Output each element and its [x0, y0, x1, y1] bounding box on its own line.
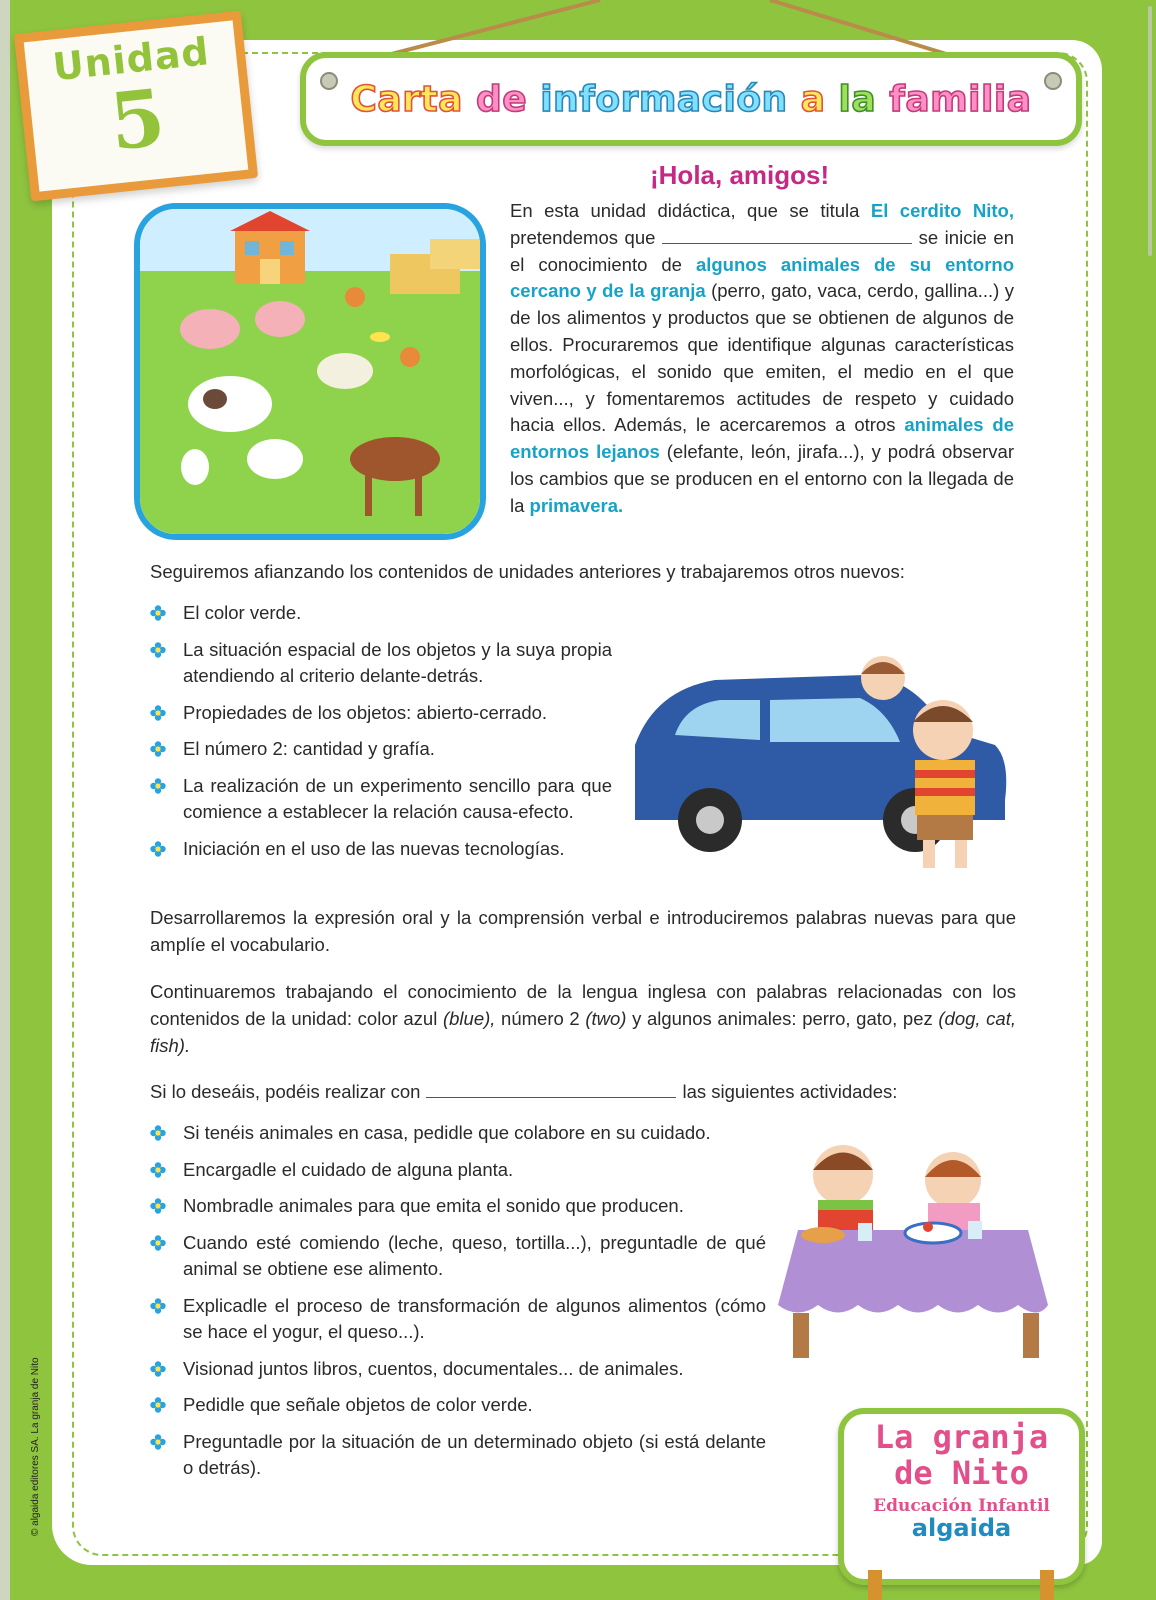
list-item: El color verde.: [150, 600, 612, 627]
list-item: Iniciación en el uso de las nuevas tecnologías.: [150, 836, 612, 863]
list-item: La situación espacial de los objetos y la suya propia atendiendo al criterio delante-detrás.: [150, 637, 612, 690]
page-title: [350, 79, 1031, 120]
intro-text: (elefante, león, jirafa...), y podrá observar los cambios que se producen en el entorno con la llegada de la: [510, 441, 1015, 516]
list-item: Pedidle que señale objetos de color verde.: [150, 1392, 766, 1419]
flower-bullet-icon: [150, 1397, 166, 1413]
unit-board: [14, 11, 258, 202]
highlight-text: animales de entornos lejanos: [510, 414, 1015, 463]
flower-bullet-icon: [150, 1298, 166, 1314]
flower-bullet-icon: [150, 1434, 166, 1450]
flower-bullet-icon: [150, 605, 166, 621]
list-item: Preguntadle por la situación de un determinado objeto (si está delante o detrás).: [150, 1429, 766, 1482]
intro-text: pretendemos que: [510, 226, 662, 248]
flower-bullet-icon: [150, 1198, 166, 1214]
sign-post: [1040, 1570, 1054, 1600]
flower-bullet-icon: [150, 1361, 166, 1377]
flower-bullet-icon: [150, 1125, 166, 1141]
contents-list: [150, 600, 612, 872]
unit-number: 5: [105, 72, 170, 169]
intro-text: En esta unidad didáctica, que se titula: [510, 200, 871, 221]
list-item: La realización de un experimento sencillo para que comience a establecer la relación causa-efecto.: [150, 773, 612, 826]
list-item: Si tenéis animales en casa, pedidle que colabore en su cuidado.: [150, 1120, 766, 1147]
fill-in-blank[interactable]: [426, 1083, 676, 1098]
list-item: El número 2: cantidad y grafía.: [150, 736, 612, 763]
english-paragraph: Continuaremos trabajando el conocimiento de la lengua inglesa con palabras relacionadas con los contenidos de la unidad: color azul (blue), número 2 (two) y algunos animales: perro, gato, pez (dog, cat, fish).: [150, 981, 1017, 1056]
list-item: Visionad juntos libros, cuentos, documentales... de animales.: [150, 1356, 766, 1383]
list-item: Nombradle animales para que emita el sonido que producen.: [150, 1193, 766, 1220]
title-word: la: [838, 78, 890, 120]
title-word: información: [540, 78, 801, 120]
unit-label: Unidad: [50, 29, 212, 90]
title-word: a: [800, 78, 839, 120]
flower-bullet-icon: [150, 841, 166, 857]
list-item: Propiedades de los objetos: abierto-cerrado.: [150, 700, 612, 727]
flower-bullet-icon: [150, 642, 166, 658]
flower-bullet-icon: [150, 741, 166, 757]
list-item: Encargadle el cuidado de alguna planta.: [150, 1157, 766, 1184]
list-item: Cuando esté comiendo (leche, queso, tortilla...), preguntadle de qué animal se obtiene ese alimento.: [150, 1230, 766, 1283]
pin-icon: [1044, 72, 1062, 90]
flower-bullet-icon: [150, 705, 166, 721]
unit-title-highlight: El cerdito Nito,: [870, 200, 1014, 221]
scrollbar[interactable]: [1148, 6, 1152, 256]
title-word: familia: [889, 78, 1032, 120]
logo-subtitle: Educación Infantil: [873, 1496, 1050, 1516]
title-word: de: [476, 78, 541, 120]
flower-bullet-icon: [150, 778, 166, 794]
sign-post: [868, 1570, 882, 1600]
farm-illustration: [134, 203, 486, 540]
children-table-illustration: [778, 1135, 1058, 1365]
series-logo: [838, 1408, 1085, 1585]
intro-paragraph: [510, 198, 1014, 520]
fill-in-blank[interactable]: [662, 229, 912, 244]
pin-icon: [320, 72, 338, 90]
title-word: Carta: [350, 78, 476, 120]
activities-list: [150, 1120, 766, 1492]
intro-text: (perro, gato, vaca, cerdo, gallina...) y de los alimentos y productos que se obtienen de algunos de ellos. Procuraremos que identifique algunas características morfológicas, el sonido que emiten, el medio en el que viven..., y fomentaremos actitudes de respeto y cuidado hacia ellos. Además, le acercaremos a otros: [510, 280, 1014, 436]
highlight-text: primavera.: [529, 494, 624, 516]
flower-bullet-icon: [150, 1235, 166, 1251]
copyright-notice: © algaida editores SA. La granja de Nito: [30, 1357, 41, 1536]
oral-paragraph: Desarrollaremos la expresión oral y la comprensión verbal e introduciremos palabras nuevas para que amplíe el vocabulario.: [150, 907, 1016, 955]
intro-text: se inicie en el conocimiento de: [510, 226, 1014, 275]
logo-title: de Nito: [894, 1454, 1029, 1492]
list-item: Explicadle el proceso de transformación de algunos alimentos (cómo se hace el yogur, el queso...).: [150, 1293, 766, 1346]
page-edge: [0, 0, 10, 1600]
activities-lead: Si lo deseáis, podéis realizar con las siguientes actividades:: [150, 1081, 898, 1102]
highlight-text: algunos animales de su entorno cercano y de la granja: [510, 253, 1014, 302]
greeting-heading: ¡Hola, amigos!: [650, 160, 830, 190]
publisher-name: algaida: [911, 1514, 1012, 1542]
car-children-illustration: [625, 650, 1020, 875]
title-sign: [300, 52, 1082, 146]
flower-bullet-icon: [150, 1162, 166, 1178]
logo-title: La granja: [874, 1418, 1049, 1456]
contents-lead: Seguiremos afianzando los contenidos de unidades anteriores y trabajaremos otros nuevos:: [150, 561, 905, 582]
